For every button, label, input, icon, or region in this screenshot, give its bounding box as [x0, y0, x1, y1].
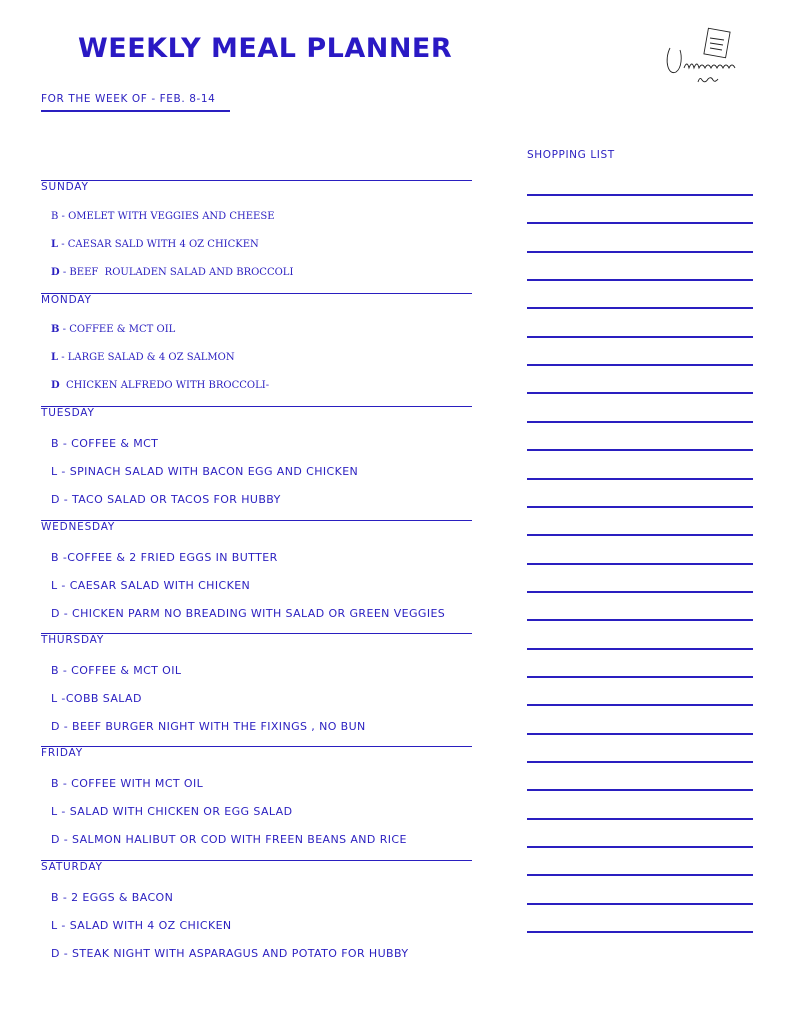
meal-entry	[51, 437, 158, 450]
meal-entry	[51, 493, 281, 506]
shopping-list-line[interactable]	[527, 733, 753, 735]
meal-text: CAESAR SALAD WITH CHICKEN	[69, 579, 251, 592]
shopping-list-line[interactable]	[527, 279, 753, 281]
day-divider	[41, 406, 472, 407]
meal-text: CHICKEN ALFREDO WITH BROCCOLI-	[66, 380, 270, 391]
meal-entry	[51, 607, 445, 620]
meal-entry	[51, 267, 293, 278]
meal-prefix: L	[51, 352, 59, 363]
shopping-list-line[interactable]	[527, 619, 753, 621]
brand-logo	[660, 26, 760, 90]
meal-prefix: L	[51, 239, 59, 250]
meal-prefix: B	[51, 891, 59, 904]
meal-separator: -	[58, 664, 72, 677]
meal-prefix: L	[51, 692, 58, 705]
meal-entry	[51, 211, 275, 222]
meal-prefix: L	[51, 919, 58, 932]
meal-separator: -	[59, 720, 73, 733]
shopping-list-title: SHOPPING LIST	[527, 149, 615, 161]
meal-prefix: B	[51, 211, 59, 222]
shopping-list-line[interactable]	[527, 789, 753, 791]
meal-separator: -	[57, 692, 66, 705]
day-divider	[41, 180, 472, 181]
meal-text: COFFEE WITH MCT OIL	[71, 777, 204, 790]
shopping-list-line[interactable]	[527, 931, 753, 933]
shopping-list-line[interactable]	[527, 648, 753, 650]
shopping-list-line[interactable]	[527, 222, 753, 224]
meal-entry	[51, 352, 235, 363]
meal-text: COFFEE & 2 FRIED EGGS IN BUTTER	[67, 551, 278, 564]
meal-separator: -	[58, 891, 72, 904]
day-divider	[41, 746, 472, 747]
shopping-list-line[interactable]	[527, 392, 753, 394]
meal-separator: -	[59, 493, 73, 506]
shopping-list-line[interactable]	[527, 194, 753, 196]
meal-text: CHICKEN PARM NO BREADING WITH SALAD OR GREEN VEGGIES	[72, 607, 446, 620]
meal-entry	[51, 720, 366, 733]
week-underline	[41, 110, 230, 112]
meal-entry	[51, 777, 203, 790]
shopping-list-line[interactable]	[527, 704, 753, 706]
meal-separator: -	[58, 551, 68, 564]
day-heading: MONDAY	[41, 294, 92, 306]
meal-separator: -	[59, 607, 73, 620]
meal-text: LARGE SALAD & 4 OZ SALMON	[67, 352, 235, 363]
meal-prefix: B	[51, 551, 59, 564]
meal-text: SALAD WITH 4 OZ CHICKEN	[69, 919, 232, 932]
day-divider	[41, 293, 472, 294]
meal-entry	[51, 551, 278, 564]
day-divider	[41, 860, 472, 861]
meal-entry	[51, 579, 250, 592]
meal-prefix: D	[51, 947, 60, 960]
shopping-list-line[interactable]	[527, 307, 753, 309]
meal-separator: -	[58, 239, 68, 250]
meal-text: BEEF BURGER NIGHT WITH THE FIXINGS , NO BUN	[72, 720, 366, 733]
meal-entry	[51, 805, 292, 818]
meal-entry	[51, 891, 173, 904]
day-heading: THURSDAY	[41, 634, 105, 646]
meal-prefix: D	[51, 380, 60, 391]
meal-text: BEEF ROULADEN SALAD AND BROCCOLI	[69, 267, 294, 278]
shopping-list-line[interactable]	[527, 421, 753, 423]
page-title: WEEKLY MEAL PLANNER	[78, 33, 453, 64]
meal-separator: -	[58, 211, 69, 222]
meal-text: 2 EGGS & BACON	[71, 891, 174, 904]
meal-text: STEAK NIGHT WITH ASPARAGUS AND POTATO FOR HUBBY	[72, 947, 409, 960]
shopping-list-line[interactable]	[527, 364, 753, 366]
meal-prefix: L	[51, 465, 58, 478]
meal-prefix: B	[51, 777, 59, 790]
meal-prefix: D	[51, 607, 60, 620]
week-label: FOR THE WEEK OF - FEB. 8-14	[41, 93, 216, 105]
meal-separator: -	[59, 267, 70, 278]
meal-prefix: L	[51, 805, 58, 818]
meal-entry	[51, 380, 269, 391]
shopping-list-line[interactable]	[527, 478, 753, 480]
meal-prefix: L	[51, 579, 58, 592]
shopping-list-line[interactable]	[527, 846, 753, 848]
meal-separator: -	[59, 833, 73, 846]
meal-text: OMELET WITH VEGGIES AND CHEESE	[68, 211, 275, 222]
meal-text: COFFEE & MCT	[71, 437, 159, 450]
meal-entry	[51, 664, 181, 677]
day-heading: SUNDAY	[41, 181, 89, 193]
meal-entry	[51, 239, 259, 250]
meal-separator: -	[59, 324, 70, 335]
day-heading: SATURDAY	[41, 861, 103, 873]
meal-text: CAESAR SALD WITH 4 OZ CHICKEN	[67, 239, 259, 250]
meal-entry	[51, 833, 407, 846]
day-heading: TUESDAY	[41, 407, 95, 419]
shopping-list-line[interactable]	[527, 251, 753, 253]
meal-separator: -	[57, 805, 70, 818]
day-heading: WEDNESDAY	[41, 521, 116, 533]
meal-separator: -	[58, 352, 68, 363]
shopping-list-line[interactable]	[527, 874, 753, 876]
meal-prefix: D	[51, 493, 60, 506]
meal-separator: -	[58, 437, 72, 450]
day-divider	[41, 633, 472, 634]
shopping-list-line[interactable]	[527, 506, 753, 508]
meal-text: SALAD WITH CHICKEN OR EGG SALAD	[69, 805, 293, 818]
day-heading: FRIDAY	[41, 747, 83, 759]
meal-text: SALMON HALIBUT OR COD WITH FREEN BEANS AND RICE	[72, 833, 407, 846]
meal-entry	[51, 692, 142, 705]
meal-separator: -	[58, 777, 72, 790]
shopping-list-line[interactable]	[527, 676, 753, 678]
meal-separator: -	[57, 579, 70, 592]
shopping-list-line[interactable]	[527, 563, 753, 565]
meal-text: SPINACH SALAD WITH BACON EGG AND CHICKEN	[69, 465, 359, 478]
meal-separator: -	[57, 465, 70, 478]
shopping-list-line[interactable]	[527, 336, 753, 338]
meal-text: COFFEE & MCT OIL	[69, 324, 176, 335]
shopping-list-line[interactable]	[527, 534, 753, 536]
meal-text: TACO SALAD OR TACOS FOR HUBBY	[72, 493, 281, 506]
meal-prefix: B	[51, 324, 60, 335]
shopping-list-line[interactable]	[527, 761, 753, 763]
meal-prefix: D	[51, 267, 60, 278]
meal-prefix: B	[51, 437, 59, 450]
meal-text: COFFEE & MCT OIL	[71, 664, 182, 677]
meal-separator: -	[57, 919, 70, 932]
meal-entry	[51, 465, 358, 478]
meal-prefix: D	[51, 833, 60, 846]
meal-entry	[51, 947, 408, 960]
shopping-list-line[interactable]	[527, 591, 753, 593]
meal-prefix: D	[51, 720, 60, 733]
meal-entry	[51, 324, 175, 335]
shopping-list-line[interactable]	[527, 818, 753, 820]
shopping-list-line[interactable]	[527, 903, 753, 905]
meal-prefix: B	[51, 664, 59, 677]
meal-entry	[51, 919, 232, 932]
meal-text: COBB SALAD	[65, 692, 142, 705]
meal-separator: -	[59, 947, 73, 960]
shopping-list-line[interactable]	[527, 449, 753, 451]
